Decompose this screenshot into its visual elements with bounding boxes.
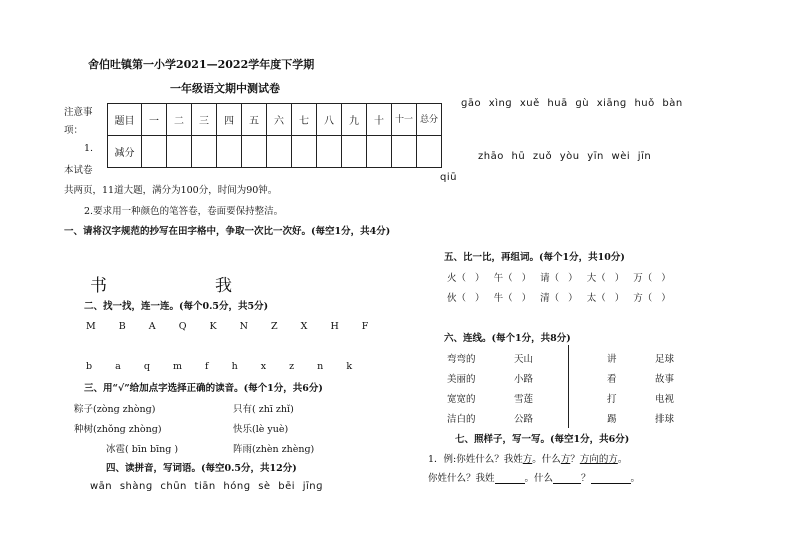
- score-cell[interactable]: [267, 136, 292, 168]
- score-cell: 一: [142, 104, 167, 136]
- q2-title: 二、找一找，连一连。(每个0.5分，共5分): [84, 301, 269, 312]
- exam-title: 舍伯吐镇第一小学2021—2022学年度下学期: [88, 58, 315, 71]
- letter[interactable]: B: [118, 321, 126, 332]
- q6-title: 六、连线。(每个1分，共8分): [444, 333, 571, 344]
- score-cell: 十一: [392, 104, 417, 136]
- letter[interactable]: H: [330, 321, 339, 332]
- match-item[interactable]: 打: [607, 394, 617, 405]
- q5-cell[interactable]: 午（ ）: [493, 273, 532, 284]
- score-cell: 九: [342, 104, 367, 136]
- letter[interactable]: M: [86, 321, 96, 332]
- match-item[interactable]: 天山: [514, 354, 534, 365]
- score-cell: 七: [292, 104, 317, 136]
- letter[interactable]: b: [86, 361, 93, 372]
- q1-char-1: 书: [90, 276, 107, 296]
- q5-cell[interactable]: 伙（ ）: [447, 293, 485, 304]
- match-item[interactable]: 排球: [655, 414, 675, 425]
- score-cell: 总分: [417, 104, 442, 136]
- letter[interactable]: f: [205, 361, 209, 372]
- match-item[interactable]: 电视: [655, 394, 675, 405]
- match-item[interactable]: 足球: [655, 354, 675, 365]
- letter[interactable]: Z: [271, 321, 278, 332]
- q3-item[interactable]: 阵雨(zhèn zhènɡ): [233, 444, 315, 455]
- letter[interactable]: Q: [178, 321, 187, 332]
- q2-upper-row: [86, 321, 368, 332]
- q5-title: 五、比一比，再组词。(每个1分，共10分): [444, 252, 625, 263]
- q4-pinyin-row-1: wān shànɡ chūn tiān hónɡ sè bēi jīnɡ: [90, 481, 323, 492]
- q6-divider: [568, 345, 569, 428]
- q3-item[interactable]: 种树(zhǒnɡ zhònɡ): [74, 424, 162, 435]
- q4-pinyin-row-3: zhāo hū zuǒ yòu yīn wèi jīn: [478, 151, 652, 162]
- score-cell[interactable]: [217, 136, 242, 168]
- letter[interactable]: N: [239, 321, 248, 332]
- letter[interactable]: z: [289, 361, 295, 372]
- notice-item1-a: 本试卷: [64, 165, 93, 176]
- match-item[interactable]: 弯弯的: [447, 354, 476, 365]
- q3-item[interactable]: 粽子(zònɡ zhònɡ): [74, 404, 156, 415]
- score-cell[interactable]: [142, 136, 167, 168]
- q1-title: 一、请将汉字规范的抄写在田字格中，争取一次比一次好。(每空1分，共4分): [64, 226, 391, 237]
- score-cell: 八: [317, 104, 342, 136]
- match-item[interactable]: 美丽的: [447, 374, 476, 385]
- q6-left-b: [514, 350, 533, 430]
- letter[interactable]: h: [231, 361, 238, 372]
- letter[interactable]: F: [361, 321, 369, 332]
- score-cell[interactable]: [342, 136, 367, 168]
- score-cell: 四: [217, 104, 242, 136]
- score-cell[interactable]: [167, 136, 192, 168]
- score-cell: 减分: [108, 136, 142, 168]
- score-cell: 题目: [108, 104, 142, 136]
- score-cell[interactable]: [242, 136, 267, 168]
- q3-title: 三、用“√”给加点字选择正确的读音。(每个1分，共6分): [84, 383, 323, 394]
- q5-cell[interactable]: 太（ ）: [586, 293, 625, 304]
- q4-title: 四、读拼音，写词语。(每空0.5分，共12分): [106, 463, 297, 474]
- notice-item1-b: 共两页，11道大题，满分为100分，时间为90钟。: [64, 185, 278, 196]
- letter[interactable]: x: [260, 361, 267, 372]
- q5-row-1: [447, 270, 671, 284]
- q5-cell[interactable]: 火（ ）: [447, 273, 485, 284]
- q5-cell[interactable]: 清（ ）: [540, 293, 578, 304]
- q5-row-2: [447, 290, 671, 304]
- score-cell: 三: [192, 104, 217, 136]
- letter[interactable]: n: [317, 361, 324, 372]
- q7-title: 七、照样子，写一写。(每空1分，共6分): [455, 434, 630, 445]
- notice-label-1: 注意事: [64, 107, 93, 118]
- notice-item1-num: 1.: [84, 143, 94, 154]
- q1-char-2: 我: [215, 276, 232, 296]
- q3-item[interactable]: 快乐(lè yuè): [233, 424, 289, 435]
- match-item[interactable]: 小路: [514, 374, 534, 385]
- match-item[interactable]: 看: [607, 374, 617, 385]
- score-cell: 二: [167, 104, 192, 136]
- score-cell[interactable]: [292, 136, 317, 168]
- match-item[interactable]: 公路: [514, 414, 534, 425]
- answer-blank[interactable]: [495, 471, 525, 484]
- q6-right-a: [607, 350, 617, 430]
- notice-label-2: 项：: [64, 125, 84, 136]
- score-cell[interactable]: [317, 136, 342, 168]
- q5-cell[interactable]: 方（ ）: [633, 293, 671, 304]
- match-item[interactable]: 宽宽的: [447, 394, 476, 405]
- letter[interactable]: X: [300, 321, 308, 332]
- match-item[interactable]: 讲: [607, 354, 617, 365]
- q6-left-a: [447, 350, 476, 430]
- q4-pinyin-row-2: ɡāo xìnɡ xuě huā ɡù xiānɡ huǒ bàn: [461, 98, 683, 109]
- score-cell: 六: [267, 104, 292, 136]
- match-item[interactable]: 洁白的: [447, 414, 476, 425]
- q2-lower-row: [86, 361, 352, 372]
- letter[interactable]: A: [148, 321, 156, 332]
- notice-item2: 2.要求用一种颜色的笔答卷，卷面要保持整洁。: [84, 206, 284, 217]
- score-cell[interactable]: [367, 136, 392, 168]
- score-cell[interactable]: [392, 136, 417, 168]
- q5-cell[interactable]: 万（ ）: [633, 273, 671, 284]
- q3-item[interactable]: 只有( zhī zhǐ): [233, 404, 294, 415]
- q3-item[interactable]: 冰雹( bīn bīnɡ ): [106, 444, 179, 455]
- exam-subtitle: 一年级语文期中测试卷: [170, 82, 280, 95]
- answer-blank[interactable]: [591, 471, 631, 484]
- match-item[interactable]: 雪莲: [514, 394, 534, 405]
- q7-example: 1．例:你姓什么？我姓方。什么方？方向的方。: [428, 454, 628, 465]
- score-table-deduct-row: [108, 136, 442, 168]
- letter[interactable]: K: [209, 321, 217, 332]
- q5-cell[interactable]: 大（ ）: [586, 273, 625, 284]
- q6-right-b: [655, 350, 674, 430]
- letter[interactable]: a: [115, 361, 121, 372]
- score-cell[interactable]: [417, 136, 442, 168]
- score-table-header-row: [108, 104, 442, 136]
- letter[interactable]: m: [172, 361, 182, 372]
- score-cell: 十: [367, 104, 392, 136]
- q4-pinyin-row-3b: qiū: [440, 172, 457, 183]
- q7-question: 你姓什么？我姓 。什么 ？ 。: [428, 473, 641, 484]
- score-cell[interactable]: [192, 136, 217, 168]
- score-cell: 五: [242, 104, 267, 136]
- letter[interactable]: q: [143, 361, 150, 372]
- match-item[interactable]: 故事: [655, 374, 675, 385]
- q5-cell[interactable]: 牛（ ）: [493, 293, 532, 304]
- letter[interactable]: k: [346, 361, 353, 372]
- answer-blank[interactable]: [553, 471, 581, 484]
- score-table: [107, 103, 442, 168]
- match-item[interactable]: 踢: [607, 414, 617, 425]
- q5-cell[interactable]: 请（ ）: [540, 273, 578, 284]
